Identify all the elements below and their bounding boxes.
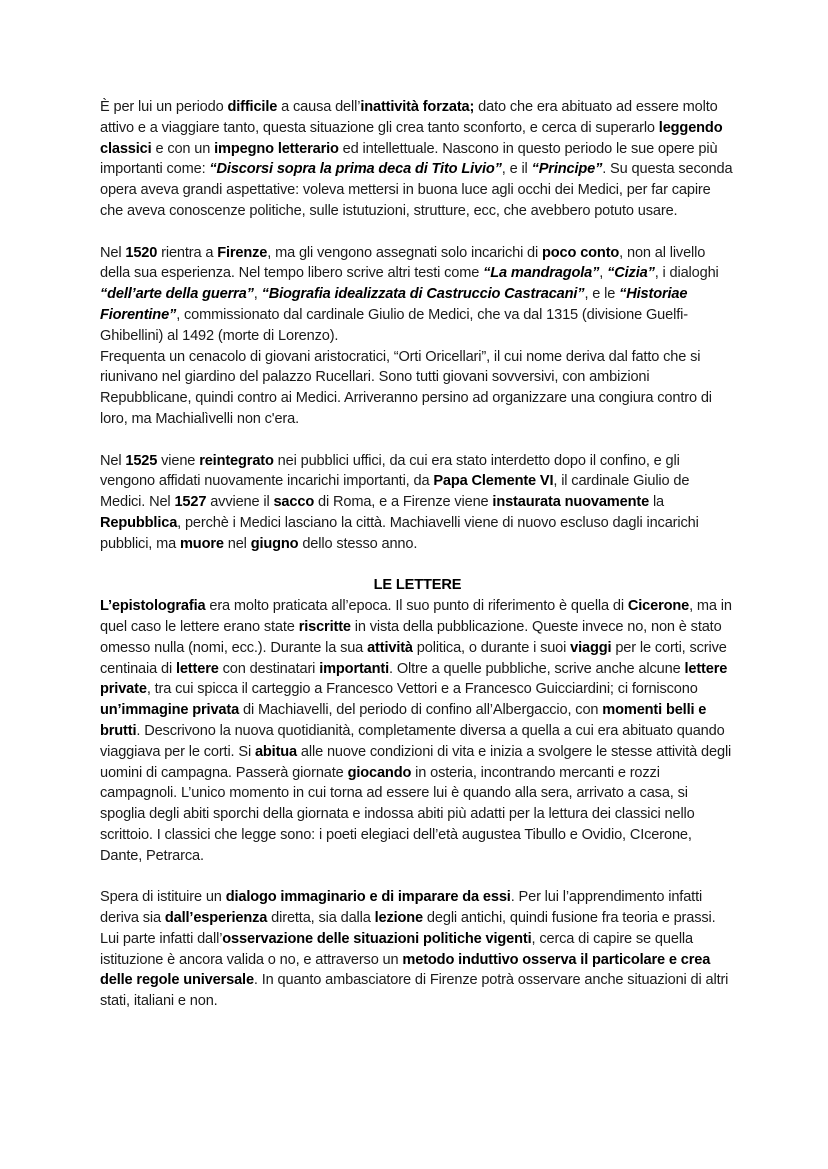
text-run: , non al livello della sua esperienza. Nel tempo libero scrive altri testi come: [100, 244, 706, 282]
section-le-lettere: [100, 575, 735, 1012]
text-run: , perchè i Medici lasciano la città. Machiavelli viene di nuovo escluso dagli incarichi pubblici, ma: [100, 514, 699, 552]
text-run: ,: [599, 265, 608, 282]
bold-term: 1520: [125, 244, 158, 261]
text-run: ,: [253, 286, 262, 303]
bold-term: 1525: [125, 452, 158, 469]
text-run: per le corti, scrive centinaia di: [100, 639, 727, 677]
bold-term: dialogo immaginario e di imparare da essi: [225, 889, 511, 906]
text-run: a causa dell’: [277, 99, 361, 115]
bold-term: giocando: [347, 764, 412, 781]
text-run: , i dialoghi: [654, 265, 719, 282]
text-run: in vista della pubblicazione. Queste invece no, non è stato omesso nulla (nomi, ecc.). Durante la sua: [100, 618, 722, 656]
text-run: Spera di istituire un: [100, 889, 226, 906]
text-run: ed intellettuale. Nascono in questo periodo le sue opere più importanti come:: [100, 140, 718, 178]
text-run: dello stesso anno.: [298, 535, 418, 552]
bold-term: dall’esperienza: [164, 910, 268, 927]
text-run: e con un: [151, 140, 215, 157]
text-run: È per lui un periodo: [100, 99, 228, 115]
bold-term: attività: [367, 639, 413, 656]
text-run: , cerca di capire se quella istituzione è ancora valida o no, e attraverso un: [100, 930, 693, 968]
text-run: . Descrivono la nuova quotidianità, completamente diversa a quella a cui era abituato quando viaggiava per le corti. Si: [100, 722, 725, 760]
text-run: avviene il: [206, 494, 274, 511]
bold-term: osservazione delle situazioni politiche vigenti: [222, 930, 532, 947]
text-run: alle nuove condizioni di vita e inizia a svolgere le stesse attività degli uomini di campagna. Passerà giornate: [100, 743, 732, 781]
paragraph-1525: [100, 451, 735, 555]
bold-term: L’epistolografia: [100, 598, 206, 615]
paragraph-epistolografia: [100, 596, 735, 866]
emphasized-title: “Cizia”: [607, 265, 655, 282]
emphasized-title: “Principe”: [531, 161, 603, 178]
text-run: , commissionato dal cardinale Giulio de Medici, che va dal 1315 (divisione Guelfi-Ghibellini) al 1492 (morte di Lorenzo).: [100, 306, 688, 344]
text-run: nel: [223, 535, 251, 552]
bold-term: Papa Clemente VI: [433, 473, 554, 490]
text-run: Nel: [100, 452, 126, 469]
bold-term: impegno letterario: [214, 140, 339, 157]
bold-term: riscritte: [298, 618, 351, 635]
text-run: , e le: [584, 286, 620, 303]
bold-term: leggendo classici: [100, 119, 723, 157]
bold-term: Cicerone: [627, 598, 690, 615]
bold-term: giugno: [250, 535, 299, 552]
bold-term: lezione: [374, 910, 424, 927]
text-run: . Per lui l’apprendimento infatti deriva sia: [100, 889, 703, 927]
emphasized-title: “La mandragola”: [483, 265, 600, 282]
text-run: Nel: [100, 244, 126, 261]
text-run: , tra cui spicca il carteggio a Francesco Vettori e a Francesco Guicciardini; ci forniscono: [146, 681, 698, 698]
bold-term: Firenze: [217, 244, 268, 261]
text-run: , ma gli vengono assegnati solo incarichi di: [267, 244, 543, 261]
document-page: [100, 97, 735, 1012]
text-run: era molto praticata all’epoca. Il suo punto di riferimento è quella di: [205, 598, 628, 615]
bold-term: lettere: [175, 660, 219, 677]
bold-term: inattività forzata;: [360, 99, 475, 115]
bold-term: viaggi: [570, 639, 612, 656]
text-run: , il cardinale Giulio de Medici. Nel: [100, 473, 690, 511]
text-run: , e il: [501, 161, 532, 178]
bold-term: 1527: [174, 494, 207, 511]
text-run: Frequenta un cenacolo di giovani aristocratici, “Orti Oricellari”, il cui nome deriva dal fatto che si riunivano nel giardino del palazzo Rucellari. Sono tutti giovani sovversivi, con ambizioni Repubblicane, quindi contro ai Medici. Arriveranno persino ad organizzare una congiura contro di loro, ma Machialìvelli non c'era.: [100, 348, 712, 427]
text-run: degli antichi, quindi fusione fra teoria e prassi. Lui parte infatti dall’: [100, 910, 716, 947]
bold-term: lettere private: [100, 660, 728, 698]
bold-term: momenti belli e brutti: [100, 702, 707, 739]
text-run: in osteria, incontrando mercanti e rozzi campagnoli. L’unico momento in cui torna ad essere lui è quando alla sera, arrivato a casa, si spoglia degli abiti sporchi della giornata e indossa abiti più adatti per la lettura dei classici nello scrittoio. I classici che legge sono: i poeti elegiaci dell’età augustea Tibullo e Ovidio, CIcerone, Dante, Petrarca.: [100, 764, 695, 864]
bold-term: un’immagine privata: [100, 702, 240, 719]
paragraph-1520: [100, 243, 735, 430]
emphasized-title: “Discorsi sopra la prima deca di Tito Livio”: [209, 161, 502, 178]
paragraph-dialogo: [100, 887, 735, 1012]
text-run: di Roma, e a Firenze viene: [314, 494, 493, 511]
text-run: . Su questa seconda opera aveva grandi aspettative: voleva mettersi in buona luce agli occhi dei Medici, per far capire che aveva conoscenze politiche, sulle istutuzioni, strutture, ecc, che avebbero potuto usare.: [100, 161, 733, 219]
bold-term: poco conto: [542, 244, 620, 261]
paragraph-inattivita: [100, 97, 735, 222]
text-run: diretta, sia dalla: [267, 910, 375, 927]
text-run: viene: [157, 452, 200, 469]
bold-term: muore: [179, 535, 224, 552]
bold-term: metodo induttivo osserva il particolare e crea delle regole universale: [100, 951, 711, 989]
section-heading: LE LETTERE: [373, 577, 462, 594]
text-run: di Machiavelli, del periodo di confino all’Albergaccio, con: [239, 702, 603, 719]
bold-term: Repubblica: [100, 514, 178, 531]
text-run: rientra a: [157, 244, 218, 261]
text-run: dato che era abituato ad essere molto attivo e a viaggiare tanto, questa situazione gli crea tanto sconforto, e cerca di superarlo: [100, 99, 718, 136]
text-run: . In quanto ambasciatore di Firenze potrà osservare anche situazioni di altri stati, italiani e non.: [100, 972, 729, 1010]
text-run: con destinatari: [218, 660, 320, 677]
emphasized-title: “dell’arte della guerra”: [100, 286, 254, 303]
text-run: , ma in quel caso le lettere erano state: [100, 598, 732, 635]
text-run: la: [649, 494, 665, 511]
text-run: politica, o durante i suoi: [412, 639, 571, 656]
text-run: nei pubblici uffici, da cui era stato interdetto dopo il confino, e gli vengono affidati nuovamente incarichi importanti, da: [100, 452, 680, 490]
bold-term: abitua: [254, 743, 298, 760]
emphasized-title: “Historiae Fiorentine”: [100, 286, 688, 323]
bold-term: importanti: [319, 660, 390, 677]
bold-term: instaurata nuovamente: [492, 494, 650, 511]
bold-term: sacco: [273, 494, 315, 511]
text-run: . Oltre a quelle pubbliche, scrive anche alcune: [389, 660, 685, 677]
emphasized-title: “Biografia idealizzata di Castruccio Castracani”: [261, 286, 585, 303]
bold-term: difficile: [227, 99, 278, 115]
bold-term: reintegrato: [199, 452, 274, 469]
